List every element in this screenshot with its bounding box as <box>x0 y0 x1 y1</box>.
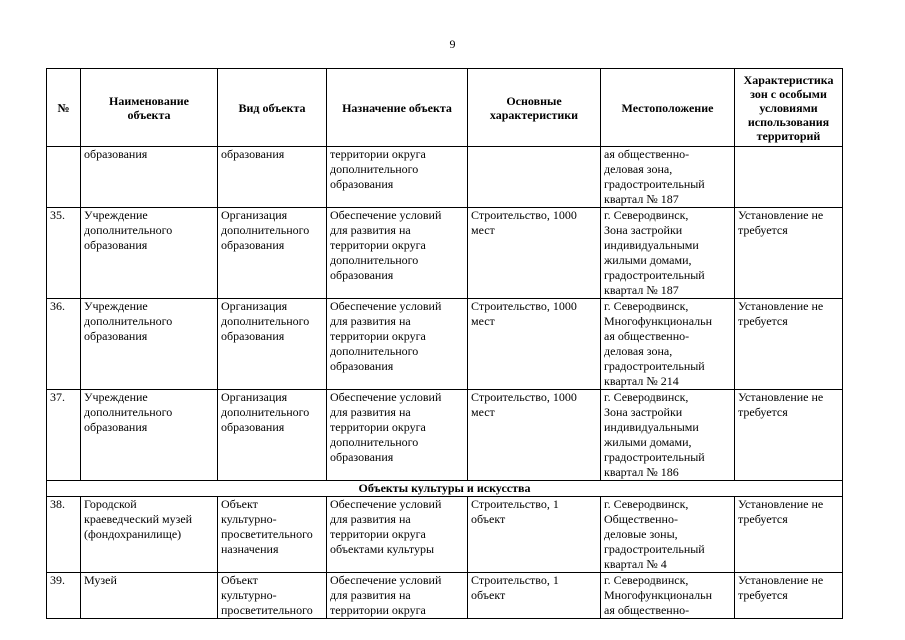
header-zone: Характеристика зон с особыми условиями использования территорий <box>735 69 843 147</box>
cell-purpose: Обеспечение условий для развития на территории округа дополнительного образования <box>327 299 468 390</box>
cell-name: образования <box>81 147 218 208</box>
cell-name: Учреждение дополнительного образования <box>81 208 218 299</box>
header-type: Вид объекта <box>218 69 327 147</box>
table-row <box>47 497 843 573</box>
cell-name: Учреждение дополнительного образования <box>81 299 218 390</box>
cell-zone: Установление не требуется <box>735 299 843 390</box>
section-title: Объекты культуры и искусства <box>47 481 843 497</box>
cell-zone: Установление не требуется <box>735 390 843 481</box>
cell-characteristics: Строительство, 1 объект <box>468 573 601 619</box>
objects-table <box>46 68 843 619</box>
page-number: 9 <box>449 37 456 51</box>
header-name: Наименование объекта <box>81 69 218 147</box>
cell-location: г. Северодвинск, Многофункциональн ая общественно- <box>601 573 735 619</box>
cell-type: образования <box>218 147 327 208</box>
cell-type: Объект культурно- просветительного <box>218 573 327 619</box>
cell-zone: Установление не требуется <box>735 573 843 619</box>
cell-location: г. Северодвинск, Зона застройки индивидуальными жилыми домами, градостроительный квартал № 186 <box>601 390 735 481</box>
cell-purpose: Обеспечение условий для развития на территории округа объектами культуры <box>327 497 468 573</box>
cell-type: Организация дополнительного образования <box>218 390 327 481</box>
cell-characteristics <box>468 147 601 208</box>
table-row <box>47 208 843 299</box>
cell-characteristics: Строительство, 1000 мест <box>468 208 601 299</box>
cell-purpose: Обеспечение условий для развития на территории округа <box>327 573 468 619</box>
cell-purpose: Обеспечение условий для развития на территории округа дополнительного образования <box>327 390 468 481</box>
cell-location: ая общественно- деловая зона, градостроительный квартал № 187 <box>601 147 735 208</box>
cell-number: 37. <box>47 390 81 481</box>
cell-name: Городской краеведческий музей (фондохранилище) <box>81 497 218 573</box>
cell-location: г. Северодвинск, Общественно- деловые зоны, градостроительный квартал № 4 <box>601 497 735 573</box>
cell-purpose: территории округа дополнительного образования <box>327 147 468 208</box>
cell-type: Объект культурно- просветительного назначения <box>218 497 327 573</box>
cell-zone: Установление не требуется <box>735 208 843 299</box>
header-purpose: Назначение объекта <box>327 69 468 147</box>
cell-type: Организация дополнительного образования <box>218 208 327 299</box>
cell-location: г. Северодвинск, Зона застройки индивидуальными жилыми домами, градостроительный квартал № 187 <box>601 208 735 299</box>
header-number: № <box>47 69 81 147</box>
cell-zone <box>735 147 843 208</box>
cell-type: Организация дополнительного образования <box>218 299 327 390</box>
table-row <box>47 390 843 481</box>
cell-name: Музей <box>81 573 218 619</box>
cell-characteristics: Строительство, 1 объект <box>468 497 601 573</box>
cell-number: 35. <box>47 208 81 299</box>
cell-number <box>47 147 81 208</box>
cell-characteristics: Строительство, 1000 мест <box>468 299 601 390</box>
table-row <box>47 573 843 619</box>
cell-name: Учреждение дополнительного образования <box>81 390 218 481</box>
table-header-row <box>47 69 843 147</box>
cell-number: 39. <box>47 573 81 619</box>
header-characteristics: Основные характеристики <box>468 69 601 147</box>
section-row <box>47 481 843 497</box>
table-row-continuation <box>47 147 843 208</box>
cell-purpose: Обеспечение условий для развития на территории округа дополнительного образования <box>327 208 468 299</box>
cell-number: 36. <box>47 299 81 390</box>
cell-characteristics: Строительство, 1000 мест <box>468 390 601 481</box>
cell-zone: Установление не требуется <box>735 497 843 573</box>
cell-location: г. Северодвинск, Многофункциональн ая общественно- деловая зона, градостроительный квартал № 214 <box>601 299 735 390</box>
header-location: Местоположение <box>601 69 735 147</box>
table-row <box>47 299 843 390</box>
cell-number: 38. <box>47 497 81 573</box>
